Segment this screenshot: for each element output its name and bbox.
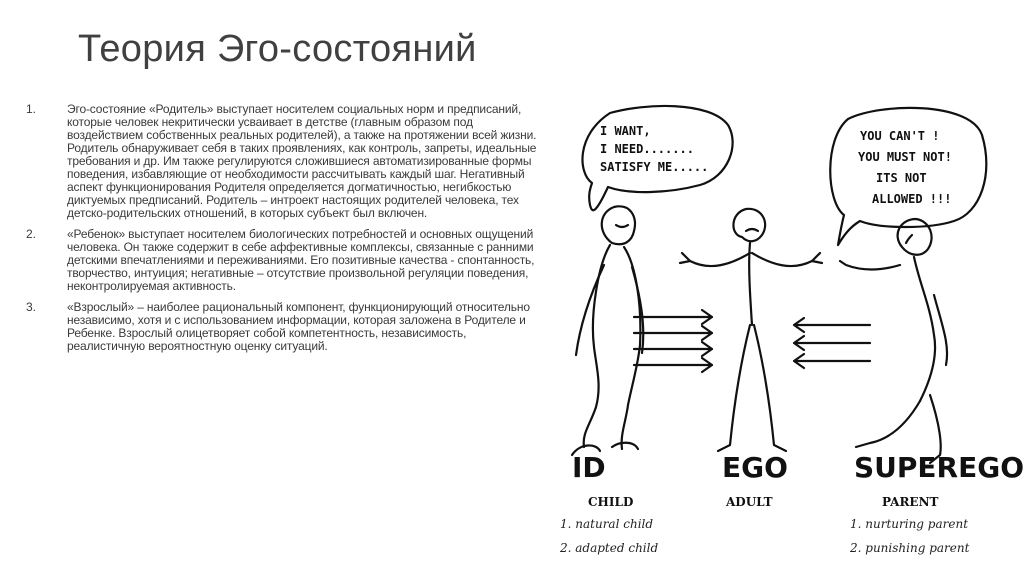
ego-label: EGO bbox=[722, 451, 788, 484]
list-item-child bbox=[26, 228, 544, 293]
child-bubble-line-2: I NEED....... bbox=[600, 142, 694, 156]
list-item-text: «Взрослый» – наиболее рациональный компонент, функционирующий относительно независимо, хотя и с использованием информации, которая заложена в Родителе и Ребенке. Взрослый олицетворяет собой компетентность, независимость, реалистичную вероятностную оценку ситуаций. bbox=[67, 300, 530, 353]
ego-states-list bbox=[26, 103, 544, 361]
parent-role-label: PARENT bbox=[882, 495, 939, 509]
parent-to-adult-arrows bbox=[794, 318, 870, 368]
child-to-adult-arrows bbox=[634, 310, 712, 372]
parent-bubble-line-2: YOU MUST NOT! bbox=[858, 150, 952, 164]
list-item-text: Эго-состояние «Родитель» выступает носителем социальных норм и предписаний, которые человек некритически усваивает в детстве (главным образом под воздействием собственных реальных родителей), а также на протяжении всей жизни. Родитель обнаруживает себя в таких проявлениях, как контроль, запреты, идеальные требования и др. Им также регулируются сложившиеся автоматизированные формы поведения, избавляющие от необходимости рассчитывать каждый шаг. Негативный аспект функционирования Родителя определяется догматичностью, негибкостью диктуемых предписаний. Родитель – интроект настоящих родителей человека, тех детско-родительских отношений, в которых субъект был включен. bbox=[67, 102, 537, 220]
superego-label: SUPEREGO bbox=[854, 451, 1024, 484]
id-label: ID bbox=[572, 451, 606, 484]
list-item-number: 3. bbox=[26, 300, 37, 314]
parent-subtype-2: 2. punishing parent bbox=[850, 541, 970, 555]
child-subtype-2: 2. adapted child bbox=[560, 541, 659, 555]
slide-title: Теория Эго-состояний bbox=[78, 28, 477, 70]
child-speech-bubble bbox=[582, 106, 732, 210]
parent-figure bbox=[840, 219, 947, 463]
parent-subtype-1: 1. nurturing parent bbox=[850, 517, 969, 531]
child-role-label: CHILD bbox=[588, 495, 634, 509]
list-item-text: «Ребенок» выступает носителем биологических потребностей и основных ощущений человека. Он также содержит в себе аффективные комплексы, связанные с ранними детскими впечатлениями и переживаниями. Его позитивные качества - спонтанность, творчество, интуиция; негативные – отсутствие произвольной регуляции поведения, неконтролируемая активность. bbox=[67, 227, 535, 293]
illustration-svg bbox=[550, 95, 1024, 574]
adult-role-label: ADULT bbox=[726, 495, 773, 509]
child-figure bbox=[572, 206, 643, 455]
child-subtype-1: 1. natural child bbox=[560, 517, 654, 531]
parent-bubble-line-1: YOU CAN'T ! bbox=[860, 129, 940, 143]
child-bubble-line-1: I WANT, bbox=[600, 124, 651, 138]
list-item-number: 2. bbox=[26, 227, 37, 241]
parent-bubble-line-4: ALLOWED !!! bbox=[872, 192, 952, 206]
list-item-parent bbox=[26, 103, 544, 220]
child-bubble-line-3: SATISFY ME..... bbox=[600, 160, 709, 174]
parent-bubble-line-3: ITS NOT bbox=[876, 171, 927, 185]
list-item-adult bbox=[26, 301, 544, 353]
list-item-number: 1. bbox=[26, 102, 37, 116]
ego-states-illustration bbox=[550, 95, 1024, 574]
